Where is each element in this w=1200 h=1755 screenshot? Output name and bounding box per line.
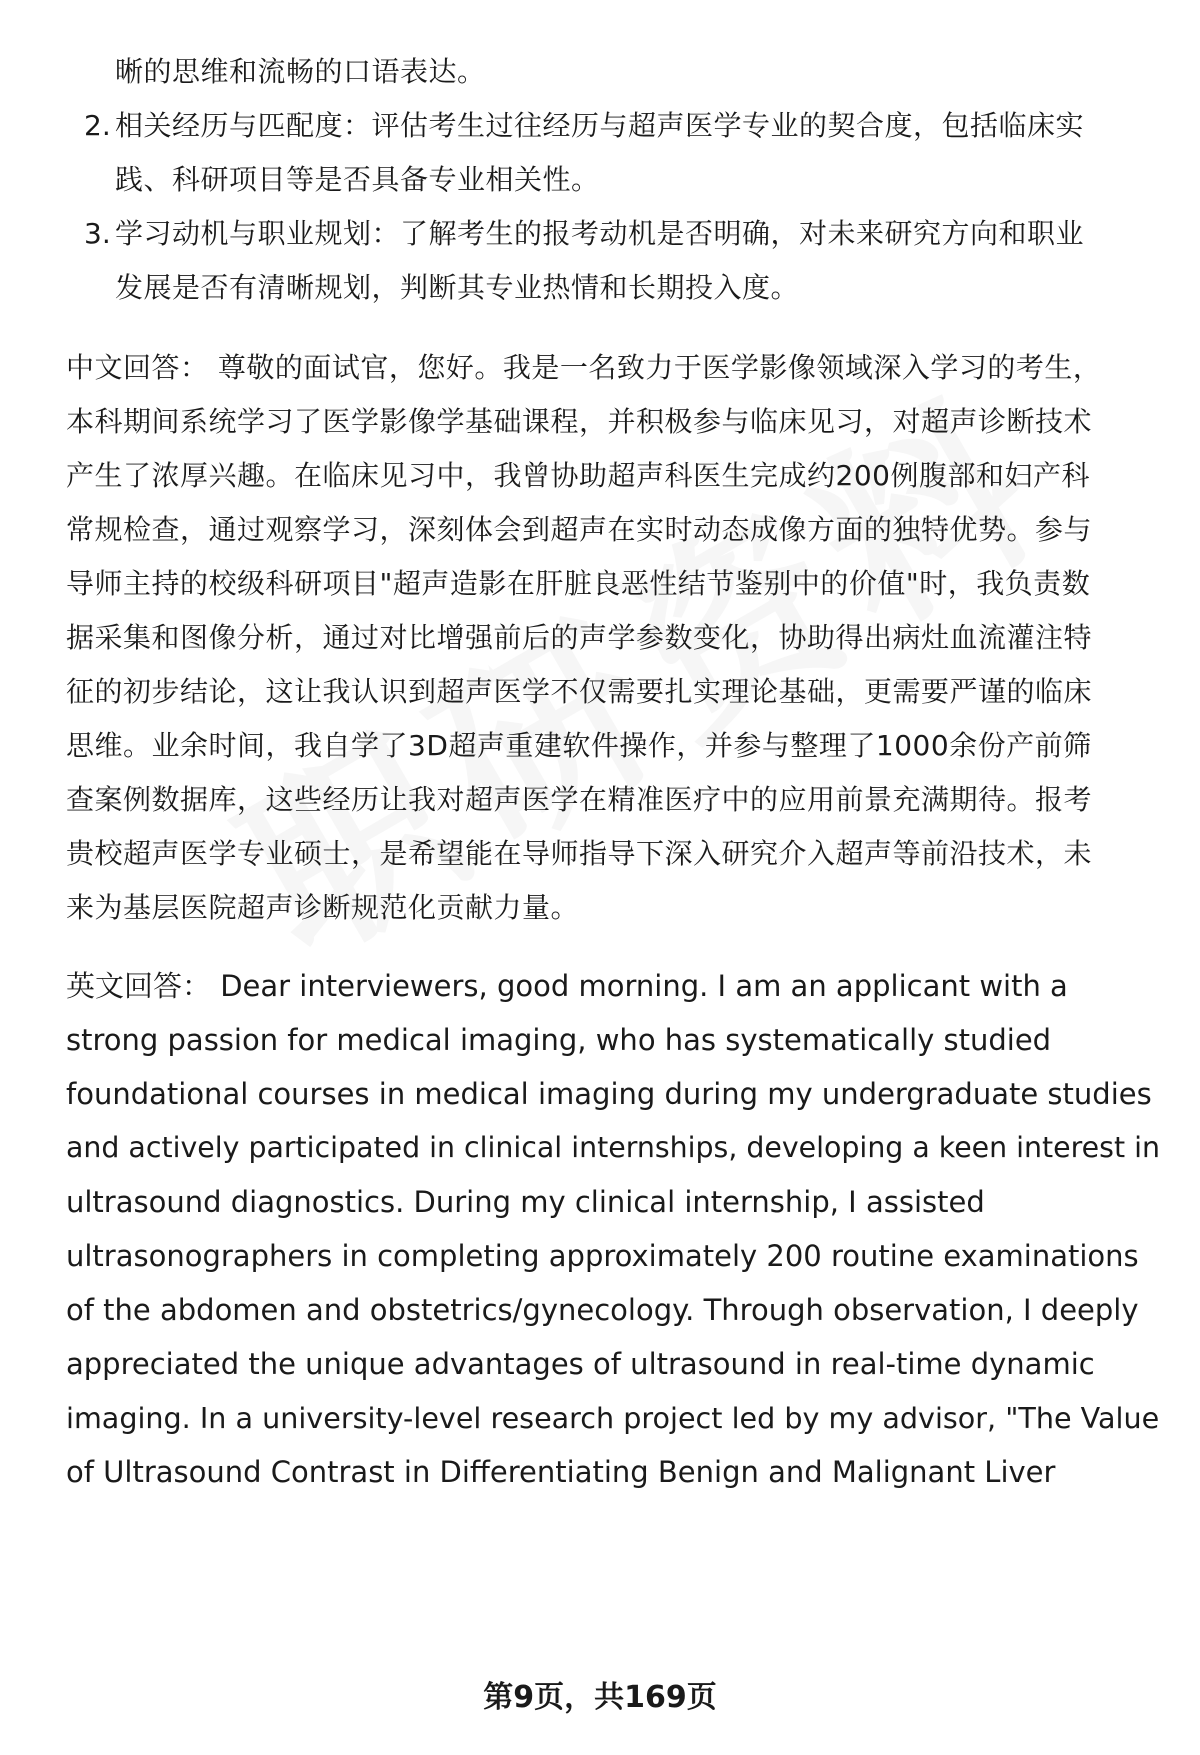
english-answer-line: 英文回答： Dear interviewers, good morning. I am an applicant with a xyxy=(66,969,1068,1003)
chinese-answer-line: 本科期间系统学习了医学影像学基础课程，并积极参与临床见习，对超声诊断技术 xyxy=(66,405,1093,438)
list-continuation-line: 晰的思维和流畅的口语表达。 xyxy=(115,55,486,88)
page-number-footer: 第9页，共169页 xyxy=(483,1680,717,1715)
english-answer-line: of Ultrasound Contrast in Differentiating Benign and Malignant Liver xyxy=(66,1455,1056,1489)
english-answer-line: appreciated the unique advantages of ultrasound in real-time dynamic xyxy=(66,1347,1095,1381)
english-answer-line: foundational courses in medical imaging during my undergraduate studies xyxy=(66,1077,1152,1111)
english-answer-line: ultrasound diagnostics. During my clinical internship, I assisted xyxy=(66,1185,985,1219)
chinese-answer-line: 据采集和图像分析，通过对比增强前后的声学参数变化，协助得出病灶血流灌注特 xyxy=(66,621,1093,654)
chinese-answer-line: 产生了浓厚兴趣。在临床见习中，我曾协助超声科医生完成约200例腹部和妇产科 xyxy=(66,459,1090,492)
english-answer-line: and actively participated in clinical internships, developing a keen interest in xyxy=(66,1131,1160,1164)
english-answer-line: of the abdomen and obstetrics/gynecology. Through observation, I deeply xyxy=(66,1293,1139,1327)
chinese-answer-line: 贵校超声医学专业硕士，是希望能在导师指导下深入研究介入超声等前沿技术，未 xyxy=(66,837,1093,870)
chinese-answer-line: 查案例数据库，这些经历让我对超声医学在精准医疗中的应用前景充满期待。报考 xyxy=(66,783,1093,816)
chinese-answer-line: 导师主持的校级科研项目"超声造影在肝脏良恶性结节鉴别中的价值"时，我负责数 xyxy=(66,567,1091,600)
english-answer-line: strong passion for medical imaging, who has systematically studied xyxy=(66,1023,1052,1057)
list-item-line: 发展是否有清晰规划，判断其专业热情和长期投入度。 xyxy=(115,271,800,304)
list-item-line: 学习动机与职业规划：了解考生的报考动机是否明确，对未来研究方向和职业 xyxy=(115,217,1085,250)
chinese-answer-line: 常规检查，通过观察学习，深刻体会到超声在实时动态成像方面的独特优势。参与 xyxy=(66,513,1093,546)
list-item-line: 践、科研项目等是否具备专业相关性。 xyxy=(115,163,600,196)
list-item-number: 2. xyxy=(84,109,111,142)
chinese-answer-line: 思维。业余时间，我自学了3D超声重建软件操作，并参与整理了1000余份产前筛 xyxy=(66,729,1092,762)
english-answer-line: ultrasonographers in completing approximately 200 routine examinations xyxy=(66,1239,1139,1273)
list-item-line: 相关经历与匹配度：评估考生过往经历与超声医学专业的契合度，包括临床实 xyxy=(115,109,1085,142)
chinese-answer-line: 中文回答： 尊敬的面试官，您好。我是一名致力于医学影像领域深入学习的考生， xyxy=(66,351,1102,384)
list-item-number: 3. xyxy=(84,217,111,250)
chinese-answer-line: 征的初步结论，这让我认识到超声医学不仅需要扎实理论基础，更需要严谨的临床 xyxy=(66,675,1093,708)
english-answer-line: imaging. In a university-level research project led by my advisor, "The Value xyxy=(66,1401,1160,1435)
chinese-answer-line: 来为基层医院超声诊断规范化贡献力量。 xyxy=(66,891,580,924)
